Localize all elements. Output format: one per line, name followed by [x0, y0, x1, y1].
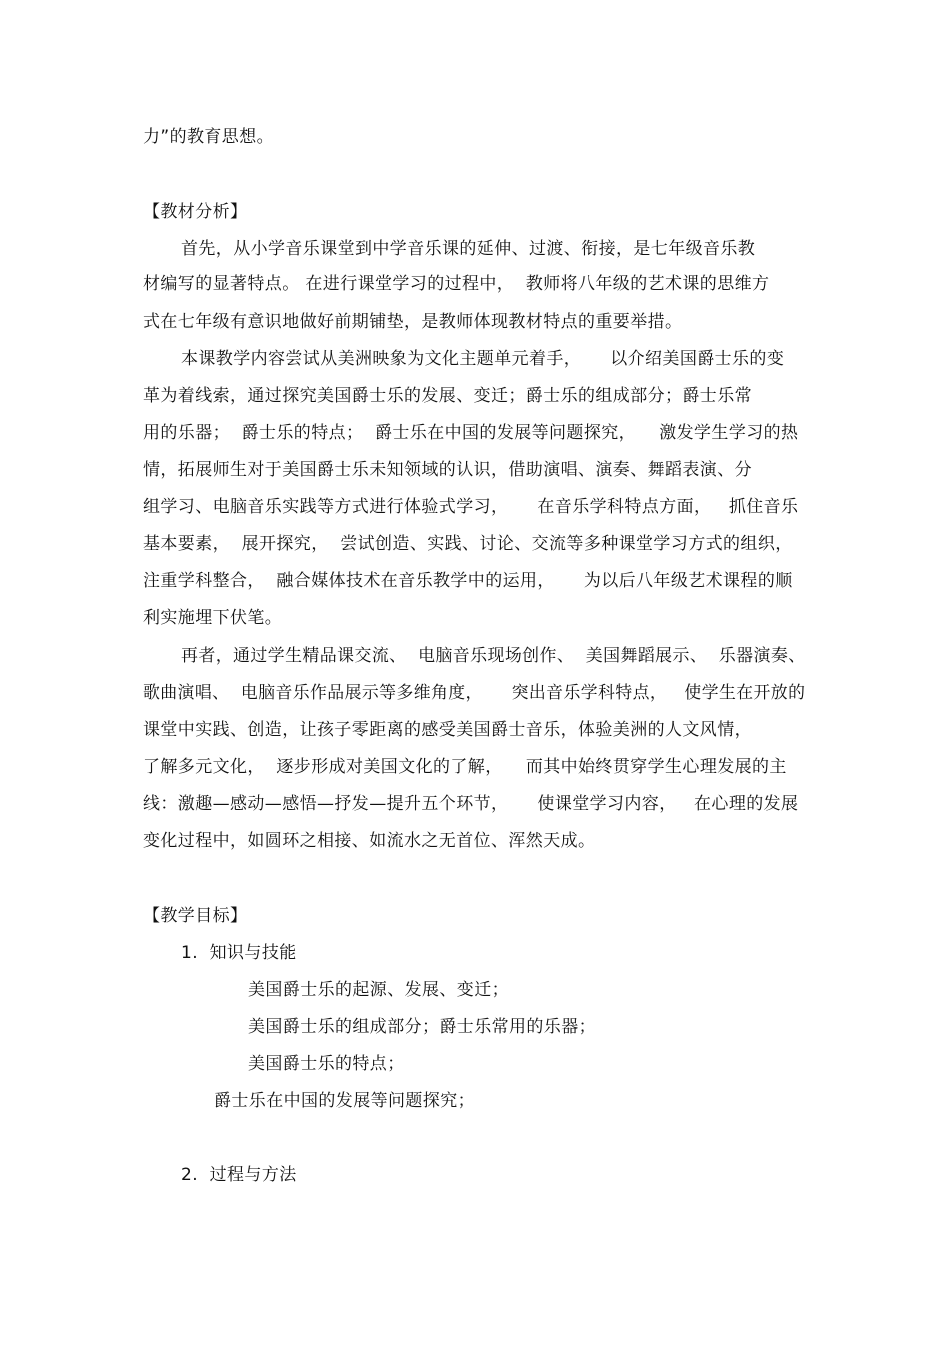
- text-line: 再者，通过学生精品课交流、 电脑音乐现场创作、 美国舞蹈展示、 乐器演奏、: [181, 646, 806, 666]
- text-line: 用的乐器； 爵士乐的特点； 爵士乐在中国的发展等问题探究， 激发学生学习的热: [143, 423, 799, 443]
- list-item: 爵士乐在中国的发展等问题探究；: [214, 1091, 475, 1111]
- text-line: 情，拓展师生对于美国爵士乐未知领域的认识，借助演唱、演奏、舞蹈表演、分: [143, 460, 752, 480]
- list-item: 2. 过程与方法: [181, 1165, 297, 1185]
- list-item: 美国爵士乐的组成部分；爵士乐常用的乐器；: [248, 1017, 596, 1037]
- text-line: 力”的教育思想。: [143, 127, 275, 147]
- text-line: 式在七年级有意识地做好前期铺垫，是教师体现教材特点的重要举措。: [143, 312, 683, 332]
- text-line: 组学习、电脑音乐实践等方式进行体验式学习， 在音乐学科特点方面， 抓住音乐: [143, 497, 799, 517]
- list-item: 美国爵士乐的起源、发展、变迁；: [248, 980, 509, 1000]
- text-line: 首先，从小学音乐课堂到中学音乐课的延伸、过渡、衔接，是七年级音乐教: [181, 239, 756, 259]
- text-line: 利实施埋下伏笔。: [143, 608, 283, 628]
- text-line: 线：激趣—感动—感悟—抒发—提升五个环节， 使课堂学习内容， 在心理的发展: [143, 794, 799, 814]
- text-line: 基本要素， 展开探究， 尝试创造、实践、讨论、交流等多种课堂学习方式的组织，: [143, 534, 793, 554]
- list-item: 1. 知识与技能: [181, 943, 297, 963]
- text-line: 了解多元文化， 逐步形成对美国文化的了解， 而其中始终贯穿学生心理发展的主: [143, 757, 787, 777]
- text-line: 材编写的显著特点。 在进行课堂学习的过程中， 教师将八年级的艺术课的思维方: [143, 274, 770, 294]
- text-line: 注重学科整合， 融合媒体技术在音乐教学中的运用， 为以后八年级艺术课程的顺: [143, 571, 793, 591]
- text-line: 变化过程中，如圆环之相接、如流水之无首位、浑然天成。: [143, 831, 596, 851]
- text-line: 课堂中实践、创造，让孩子零距离的感受美国爵士音乐，体验美洲的人文风情，: [143, 720, 752, 740]
- list-item: 美国爵士乐的特点；: [248, 1054, 405, 1074]
- section-heading: 【教学目标】: [143, 906, 248, 926]
- text-line: 本课教学内容尝试从美洲映象为文化主题单元着手， 以介绍美国爵士乐的变: [181, 349, 785, 369]
- text-line: 歌曲演唱、 电脑音乐作品展示等多维角度， 突出音乐学科特点， 使学生在开放的: [143, 683, 806, 703]
- section-heading: 【教材分析】: [143, 202, 248, 222]
- text-line: 革为着线索，通过探究美国爵士乐的发展、变迁；爵士乐的组成部分；爵士乐常: [143, 386, 752, 406]
